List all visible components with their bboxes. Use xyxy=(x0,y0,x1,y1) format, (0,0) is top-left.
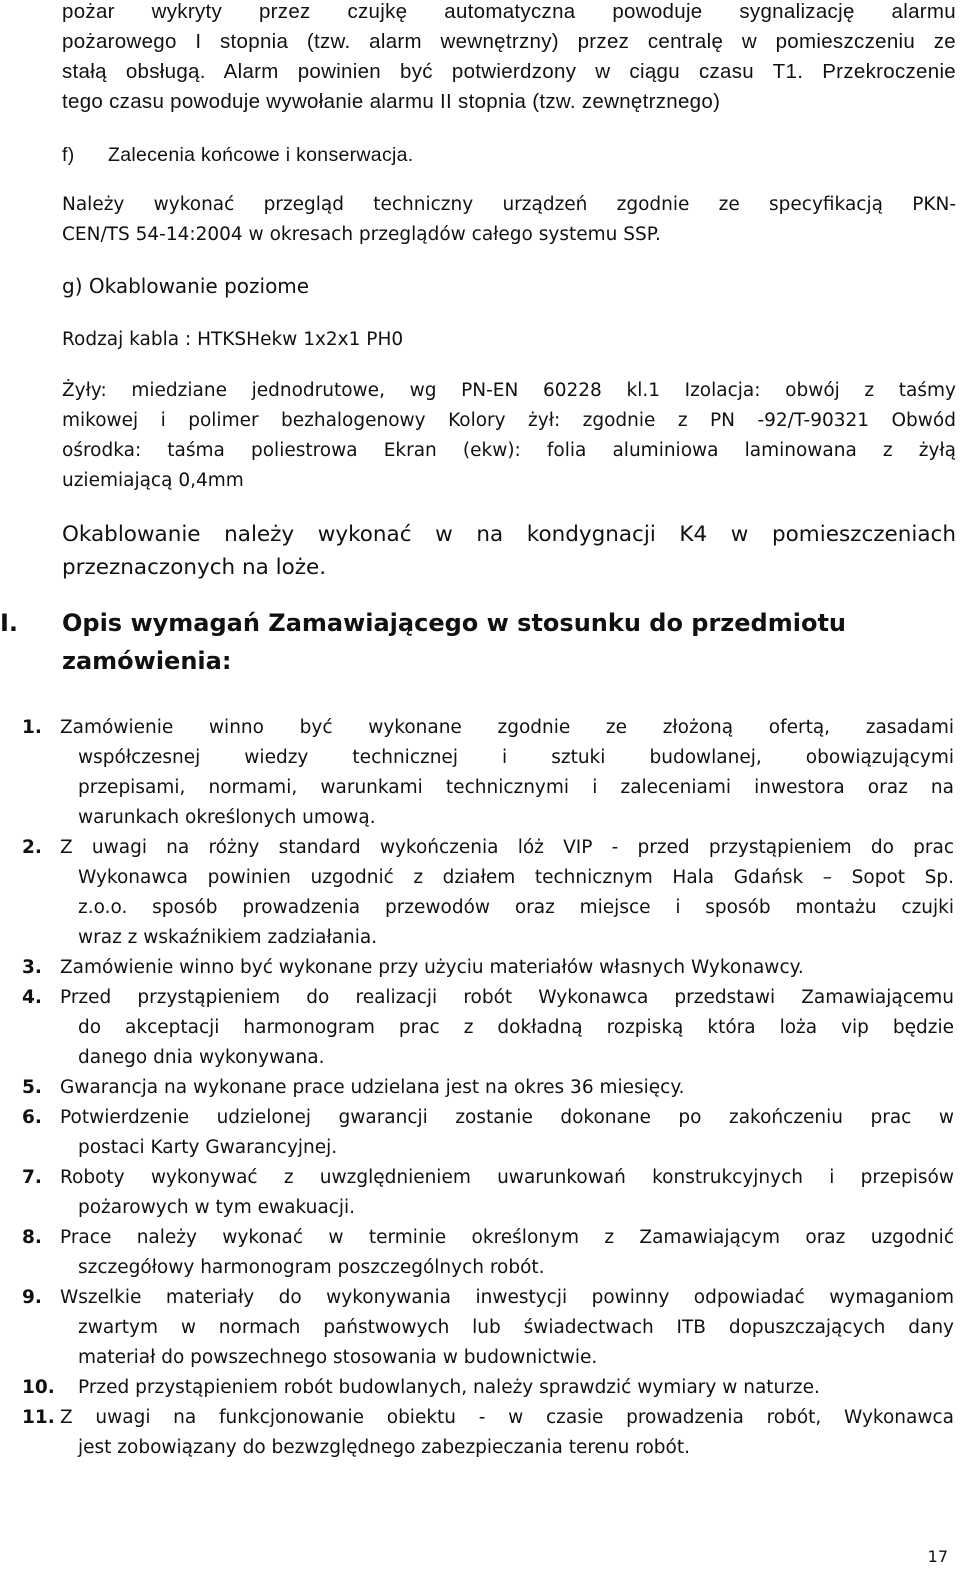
text-line: pożarowego I stopnia (tzw. alarm wewnętrzny) przez centralę w pomieszczeniu ze xyxy=(62,30,956,53)
text-line: uziemiającą 0,4mm xyxy=(62,470,244,491)
section-g-title: g) Okablowanie poziome xyxy=(62,274,310,298)
text-line: stałą obsługą. Alarm powinien być potwierdzony w ciągu czasu T1. Przekroczenie xyxy=(62,60,956,83)
section-f-title: Zalecenia końcowe i konserwacja. xyxy=(108,144,414,166)
text-line: Zamówienie winno być wykonane zgodnie ze złożoną ofertą, zasadami xyxy=(60,717,954,738)
list-item-number: 5. xyxy=(22,1077,42,1098)
text-line: postaci Karty Gwarancyjnej. xyxy=(78,1137,338,1158)
text-line: Żyły: miedziane jednodrutowe, wg PN-EN 60228 kl.1 Izolacja: obwój z taśmy xyxy=(62,380,956,401)
text-line: CEN/TS 54-14:2004 w okresach przeglądów całego systemu SSP. xyxy=(62,224,661,245)
text-line: współczesnej wiedzy technicznej i sztuki budowlanej, obowiązującymi xyxy=(78,747,954,768)
text-line: ośrodka: taśma poliestrowa Ekran (ekw): folia aluminiowa laminowana z żyłą xyxy=(62,440,956,461)
text-line: danego dnia wykonywana. xyxy=(78,1047,325,1068)
text-line: Przed przystąpieniem do realizacji robót Wykonawca przedstawi Zamawiającemu xyxy=(60,987,954,1008)
text-line: Prace należy wykonać w terminie określonym z Zamawiającym oraz uzgodnić xyxy=(60,1227,954,1248)
text-line: Z uwagi na różny standard wykończenia lóż VIP - przed przystąpieniem do prac xyxy=(60,837,954,858)
text-line: Gwarancja na wykonane prace udzielana jest na okres 36 miesięcy. xyxy=(60,1077,685,1098)
list-item-number: 10. xyxy=(22,1377,55,1398)
text-line: Należy wykonać przegląd techniczny urządzeń zgodnie ze specyfikacją PKN- xyxy=(62,194,956,215)
list-item-number: 8. xyxy=(22,1227,42,1248)
text-line: Potwierdzenie udzielonej gwarancji zostanie dokonane po zakończeniu prac w xyxy=(60,1107,954,1128)
list-item-number: 2. xyxy=(22,837,42,858)
list-item-number: 4. xyxy=(22,987,42,1008)
text-line: wraz z wskaźnikiem zadziałania. xyxy=(78,927,378,948)
text-line: przeznaczonych na loże. xyxy=(62,555,327,580)
list-item-number: 1. xyxy=(22,717,42,738)
text-line: materiał do powszechnego stosowania w budownictwie. xyxy=(78,1347,598,1368)
cable-details xyxy=(62,376,956,496)
list-item-number: 9. xyxy=(22,1287,42,1308)
section-i-number: I. xyxy=(0,609,19,637)
list-item-number: 6. xyxy=(22,1107,42,1128)
text-line: Zamówienie winno być wykonane przy użyciu materiałów własnych Wykonawcy. xyxy=(60,957,804,978)
text-line: przepisami, normami, warunkami technicznymi i zaleceniami inwestora oraz na xyxy=(78,777,954,798)
text-line: Okablowanie należy wykonać w na kondygnacji K4 w pomieszczeniach xyxy=(62,522,956,547)
list-item-number: 11. xyxy=(22,1407,55,1428)
text-line: Z uwagi na funkcjonowanie obiektu - w czasie prowadzenia robót, Wykonawca xyxy=(60,1407,954,1428)
list-item-number: 7. xyxy=(22,1167,42,1188)
text-line: z.o.o. sposób prowadzenia przewodów oraz miejsce i sposób montażu czujki xyxy=(78,897,954,918)
text-line: Wykonawca powinien uzgodnić z działem technicznym Hala Gdańsk – Sopot Sp. xyxy=(78,867,954,888)
alarm-paragraph xyxy=(62,0,956,117)
text-line: Wszelkie materiały do wykonywania inwestycji powinny odpowiadać wymaganiom xyxy=(60,1287,954,1308)
text-line: jest zobowiązany do bezwzględnego zabezpieczania terenu robót. xyxy=(78,1437,690,1458)
cable-type: Rodzaj kabla : HTKSHekw 1x2x1 PH0 xyxy=(62,329,404,350)
page-number: 17 xyxy=(927,1547,948,1566)
section-f-label: f) xyxy=(62,144,75,166)
text-line: tego czasu powoduje wywołanie alarmu II stopnia (tzw. zewnętrznego) xyxy=(62,90,721,113)
text-line: Przed przystąpieniem robót budowlanych, należy sprawdzić wymiary w naturze. xyxy=(78,1377,820,1398)
section-f-body xyxy=(62,190,956,250)
text-line: pożarowych w tym ewakuacji. xyxy=(78,1197,355,1218)
section-i-title-line: zamówienia: xyxy=(62,647,232,675)
text-line: do akceptacji harmonogram prac z dokładną rozpiską która loża vip będzie xyxy=(78,1017,954,1038)
text-line: zwartym w normach państwowych lub świadectwach ITB dopuszczających dany xyxy=(78,1317,954,1338)
text-line: szczegółowy harmonogram poszczególnych robót. xyxy=(78,1257,545,1278)
text-line: warunkach określonych umową. xyxy=(78,807,376,828)
text-line: Roboty wykonywać z uwzględnieniem uwarunkowań konstrukcyjnych i przepisów xyxy=(60,1167,954,1188)
section-i-title-line: Opis wymagań Zamawiającego w stosunku do przedmiotu xyxy=(62,609,847,637)
section-f-heading xyxy=(62,140,956,170)
list-item-number: 3. xyxy=(22,957,42,978)
text-line: mikowej i polimer bezhalogenowy Kolory żył: zgodnie z PN -92/T-90321 Obwód xyxy=(62,410,956,431)
installation-note xyxy=(62,518,956,584)
text-line: pożar wykryty przez czujkę automatyczna powoduje sygnalizację alarmu xyxy=(62,0,956,23)
